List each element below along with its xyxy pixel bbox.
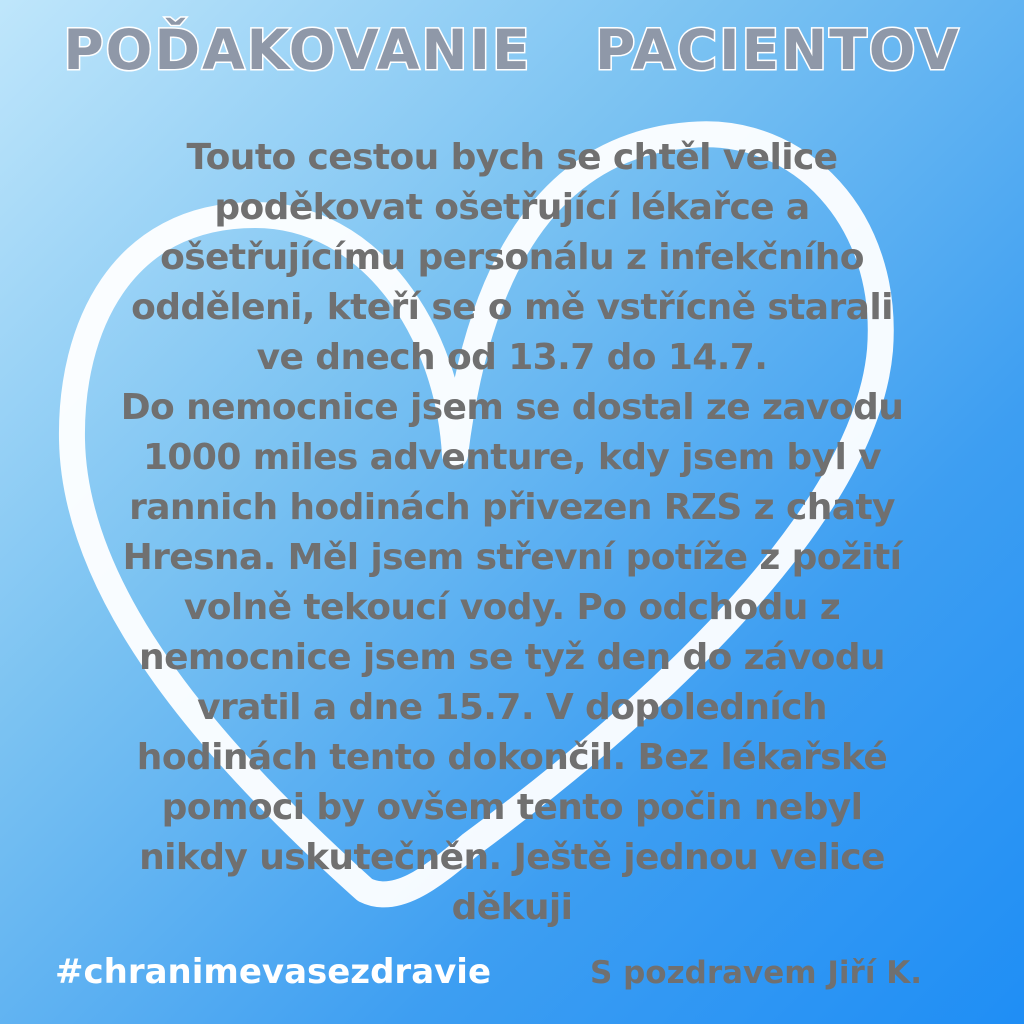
message-line: pomoci by ovšem tento počin nebyl [161, 787, 863, 828]
message-line: Touto cestou bych se chtěl velice [186, 137, 838, 178]
hashtag: #chranimevasezdravie [55, 952, 492, 992]
message-line: hodinách tento dokončil. Bez lékařské [136, 737, 888, 778]
message-line: vratil a dne 15.7. V dopoledních [197, 687, 827, 728]
message-line: 1000 miles adventure, kdy jsem byl v [142, 437, 881, 478]
message-line: ve dnech od 13.7 do 14.7. [256, 337, 768, 378]
message-line: poděkovat ošetřující lékařce a [214, 187, 810, 228]
message-line: nemocnice jsem se tyž den do závodu [139, 637, 885, 678]
message-line: Do nemocnice jsem se dostal ze zavodu [120, 387, 904, 428]
thank-you-message [30, 133, 994, 933]
page-title: POĎAKOVANIE PACIENTOV [63, 18, 961, 82]
message-line: Hresna. Měl jsem střevní potíže z požití [122, 537, 902, 578]
message-line: rannich hodinách přivezen RZS z chaty [129, 487, 895, 528]
message-line: nikdy uskutečněn. Ještě jednou velice [139, 837, 885, 878]
message-line: volně tekoucí vody. Po odchodu z [183, 587, 841, 628]
signature: S pozdravem Jiří K. [590, 955, 923, 991]
message-line: děkuji [451, 887, 573, 928]
message-line: ošetřujícímu personálu z infekčního [160, 237, 864, 278]
message-line: odděleni, kteří se o mě vstřícně starali [131, 287, 893, 328]
